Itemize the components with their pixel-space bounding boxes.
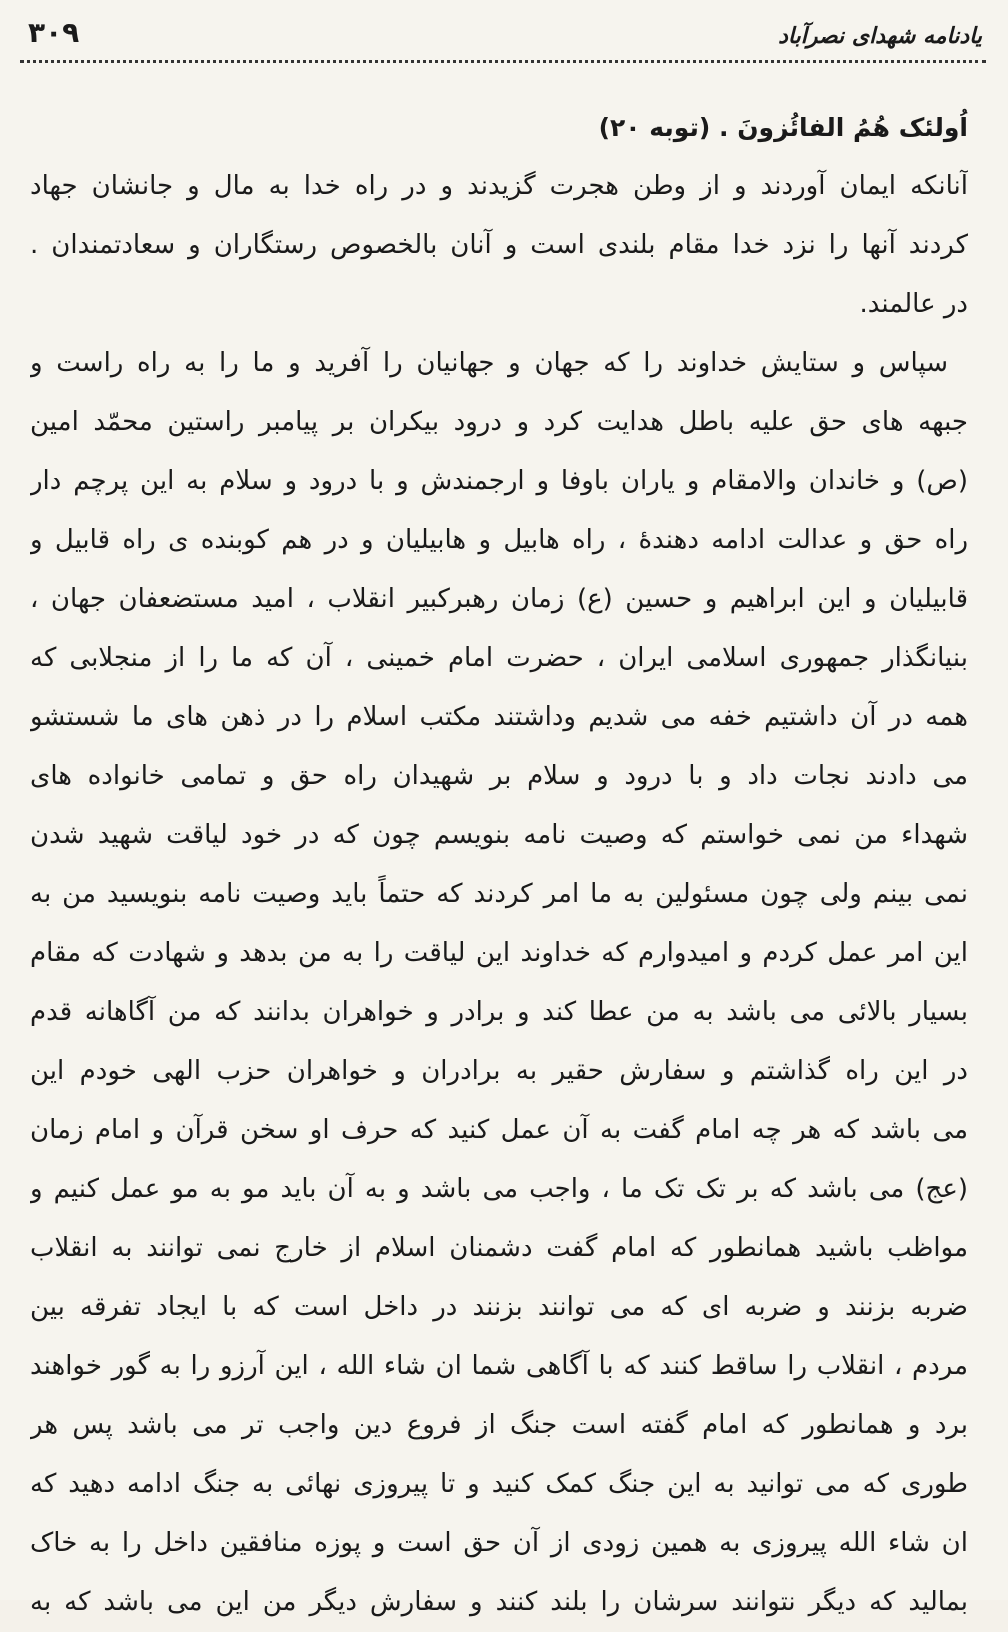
- text-line: کردند آنها را نزد خدا مقام بلندی است و آنان بالخصوص رستگاران و سعادتمندان .: [30, 230, 968, 260]
- text-line: نمی بینم ولی چون مسئولین به ما امر کردند که حتماً باید وصیت نامه بنویسید من به: [30, 879, 968, 909]
- text-line: بسیار بالائی می باشد به من عطا کند و برادر و خواهران بدانند که من آگاهانه قدم: [30, 997, 968, 1027]
- body-text: [30, 98, 968, 1632]
- text-line: سپاس و ستایش خداوند را که جهان و جهانیان را آفرید و ما را به راه راست و: [30, 348, 948, 378]
- text-line: آنانکه ایمان آوردند و از وطن هجرت گزیدند و در راه خدا به مال و جانشان جهاد: [30, 171, 968, 201]
- text-line: ضربه بزنند و ضربه ای که می توانند بزنند در داخل است که با ایجاد تفرقه بین: [30, 1292, 968, 1322]
- running-title: یادنامه شهدای نصرآباد: [778, 24, 982, 49]
- page-number: ۳۰۹: [28, 16, 80, 49]
- header-divider: [20, 60, 986, 63]
- text-line: همه در آن داشتیم خفه می شدیم وداشتند مکتب اسلام را در ذهن های ما شستشو: [30, 702, 968, 732]
- text-line: بمالید که دیگر نتوانند سرشان را بلند کنند و سفارش دیگر من این می باشد که به: [30, 1587, 968, 1617]
- text-line: می باشد که هر چه امام گفت به آن عمل کنید که حرف او سخن قرآن و امام زمان: [30, 1115, 968, 1145]
- text-line: می دادند نجات داد و با درود و سلام بر شهیدان راه حق و تمامی خانواده های: [30, 761, 968, 791]
- text-line: در این راه گذاشتم و سفارش حقیر به برادران و خواهران حزب الهی خودم این: [30, 1056, 968, 1086]
- text-line: شهداء من نمی خواستم که وصیت نامه بنویسم چون که در خود لیاقت شهید شدن: [30, 820, 968, 850]
- text-line: (عج) می باشد که بر تک تک ما ، واجب می باشد و به آن باید مو به مو عمل کنیم و: [30, 1174, 968, 1204]
- text-line: (ص) و خاندان والامقام و یاران باوفا و ارجمندش و با درود و سلام به این پرچم دار: [30, 466, 968, 496]
- text-line: جبهه های حق علیه باطل هدایت کرد و درود بیکران بر پیامبر راستین محمّد امین: [30, 407, 968, 437]
- text-line: در عالمند.: [859, 289, 968, 319]
- verse-line: اُولئک هُمُ الفائُزونَ . (توبه ۲۰): [598, 113, 968, 142]
- text-line: بنیانگذار جمهوری اسلامی ایران ، حضرت امام خمینی ، آن که ما را از منجلابی که: [30, 643, 968, 673]
- text-line: ان شاء الله پیروزی به همین زودی از آن حق است و پوزه منافقین داخل را به خاک: [30, 1528, 968, 1558]
- text-line: طوری که می توانید به این جنگ کمک کنید و تا پیروزی نهائی به جنگ ادامه دهید که: [30, 1469, 968, 1499]
- text-line: مردم ، انقلاب را ساقط کنند که با آگاهی شما ان شاء الله ، این آرزو را به گور خواهند: [30, 1351, 968, 1381]
- text-line: مواظب باشید همانطور که امام گفت دشمنان اسلام از خارج نمی توانند به انقلاب: [30, 1233, 968, 1263]
- text-line: این امر عمل کردم و امیدوارم که خداوند این لیاقت را به من بدهد و شهادت که مقام: [30, 938, 968, 968]
- text-line: قابیلیان و این ابراهیم و حسین (ع) زمان رهبرکبیر انقلاب ، امید مستضعفان جهان ،: [30, 584, 968, 614]
- page-header: [20, 16, 986, 58]
- text-line: راه حق و عدالت ادامه دهندهٔ ، راه هابیل و هابیلیان و در هم کوبنده ی راه قابیل و: [30, 525, 968, 555]
- text-line: برد و همانطور که امام گفته است جنگ از فروع دین واجب تر می باشد پس هر: [30, 1410, 968, 1440]
